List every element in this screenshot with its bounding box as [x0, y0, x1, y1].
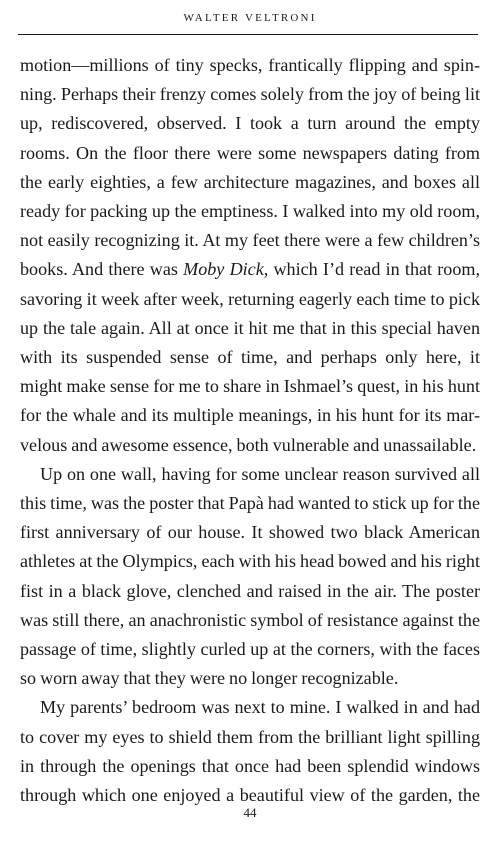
body-text	[20, 51, 480, 810]
text-line: Up on one wall, having for some unclear reason survived all	[40, 463, 480, 484]
text-line: was still there, an anachronistic symbol of resistance against the	[20, 609, 480, 630]
text-line: passage of time, slightly curled up at the corners, with the faces	[20, 639, 480, 660]
page-number: 44	[243, 805, 257, 820]
text-line: first anniversary of our house. It showed two black American	[20, 522, 480, 543]
text-line: this time, was the poster that Papà had wanted to stick up for the	[20, 493, 480, 514]
text-line: in through the openings that once had been splendid windows	[20, 755, 480, 776]
header-rule	[18, 34, 478, 35]
text-line: to cover my eyes to shield them from the brilliant light spilling	[20, 726, 480, 747]
text-line: savoring it week after week, returning eagerly each time to pick	[20, 288, 480, 309]
running-head: WALTER VELTRONI	[183, 12, 317, 24]
text-line: ready for packing up the emptiness. I walked into my old room,	[20, 201, 480, 222]
book-title-italic: Moby Dick,	[183, 259, 269, 280]
text-line: with its suspended sense of time, and perhaps only here, it	[20, 347, 480, 368]
text-segment: books. And there was	[20, 259, 184, 280]
text-line: the early eighties, a few architecture magazines, and boxes all	[20, 171, 480, 192]
text-line: might make sense for me to share in Ishmael’s quest, in his hunt	[20, 376, 480, 397]
text-line: athletes at the Olympics, each with his head bowed and his right	[20, 551, 480, 572]
text-line: so worn away that they were no longer recognizable.	[20, 668, 399, 689]
text-line: up the tale again. All at once it hit me that in this special haven	[20, 317, 480, 338]
text-line: rooms. On the floor there were some newspapers dating from	[20, 142, 480, 163]
text-line: fist in a black glove, clenched and raised in the air. The poster	[20, 580, 480, 601]
text-line: not easily recognizing it. At my feet there were a few children’s	[20, 230, 480, 251]
text-segment: which I’d read in that room,	[268, 259, 480, 280]
text-line: velous and awesome essence, both vulnerable and unassailable.	[20, 434, 477, 455]
text-line: ning. Perhaps their frenzy comes solely from the joy of being lit	[20, 84, 480, 105]
text-line	[20, 255, 480, 284]
text-line: My parents’ bedroom was next to mine. I walked in and had	[40, 697, 480, 718]
text-line: for the whale and its multiple meanings, in his hunt for its mar-	[20, 405, 480, 426]
text-line: motion—millions of tiny specks, frantically flipping and spin-	[20, 55, 480, 75]
text-line: through which one enjoyed a beautiful view of the garden, the	[20, 785, 480, 806]
text-line: up, rediscovered, observed. I took a turn around the empty	[20, 113, 480, 134]
